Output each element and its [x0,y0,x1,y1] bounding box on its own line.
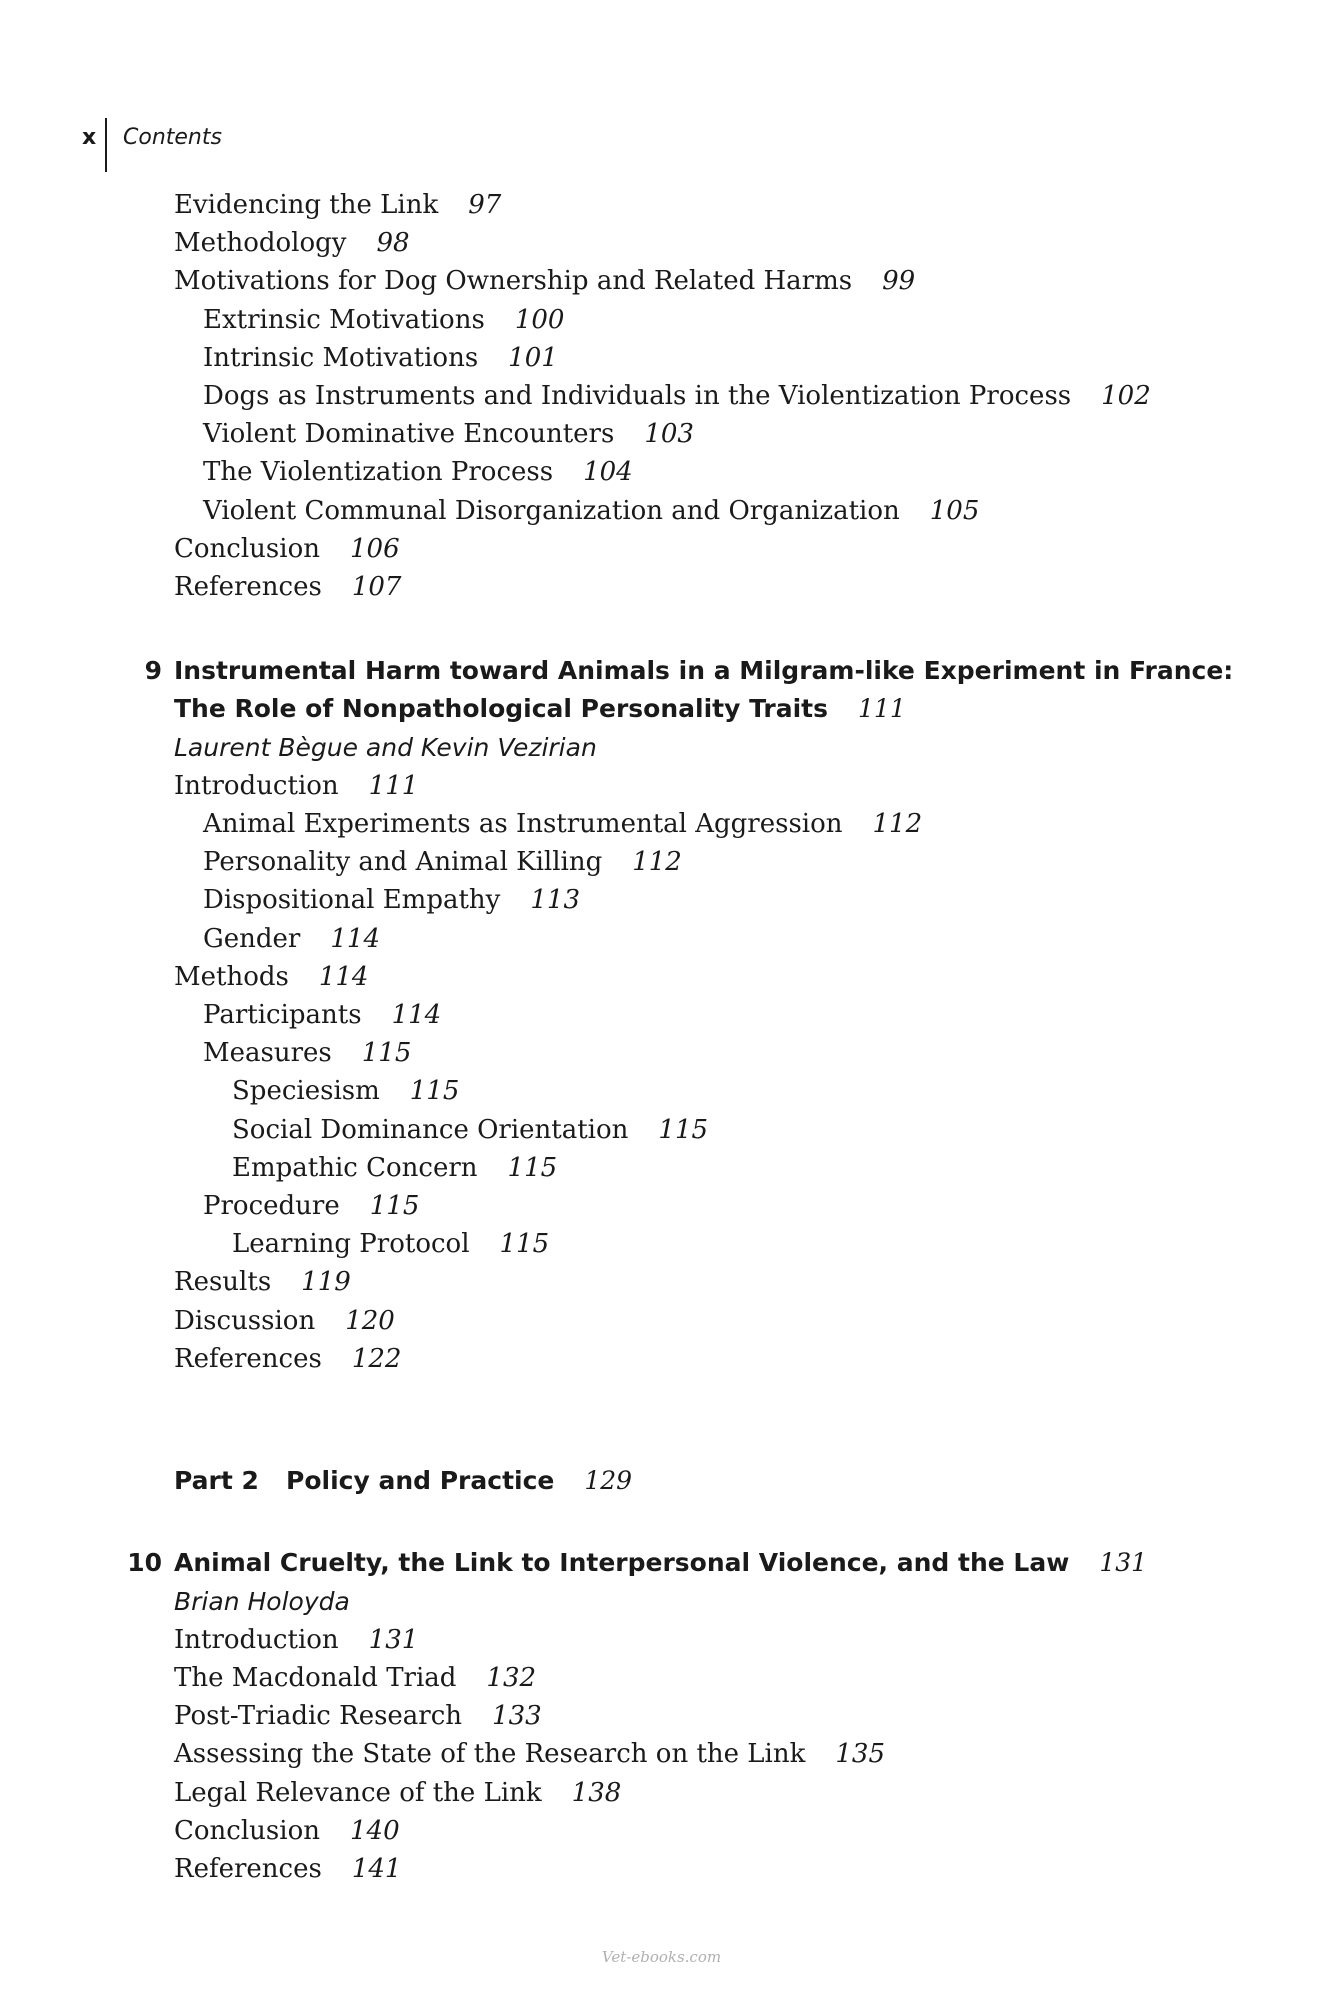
part-page: 129 [584,1466,633,1496]
entry-title: Conclusion [174,1815,320,1846]
entry-title: Methodology [174,228,347,259]
entry-page-number: 112 [872,809,923,840]
entry-page-number: 114 [330,923,381,954]
toc-entry[interactable] [174,996,1274,1034]
entry-page-number: 97 [468,190,502,220]
entry-title: Violent Dominative Encounters [203,419,615,450]
toc-entry[interactable] [174,377,1274,415]
toc-entry[interactable] [174,186,1274,224]
entry-title: References [174,1853,322,1884]
toc-entry[interactable] [174,1659,1274,1697]
toc-entry[interactable] [174,1340,1274,1378]
chapter-title: The Role of Nonpathological Personality Traits [174,694,829,724]
toc-entry[interactable] [174,301,1274,339]
chapter-authors: Laurent Bègue and Kevin Vezirian [174,732,597,762]
entry-title: Violent Communal Disorganization and Organization [203,495,900,526]
entry-page-number: 140 [349,1815,400,1846]
entry-page-number: 115 [409,1076,460,1107]
entry-page-number: 135 [835,1739,886,1770]
chapter-title: Animal Cruelty, the Link to Interpersonal Violence, and the Law [174,1548,1070,1578]
entry-page-number: 132 [486,1662,537,1693]
entry-page-number: 115 [369,1191,420,1222]
toc-entry[interactable] [174,958,1274,996]
toc-entry[interactable] [174,224,1274,262]
chapter-page: 111 [858,694,906,724]
entry-title: Personality and Animal Killing [203,847,603,878]
entry-title: The Macdonald Triad [174,1662,457,1693]
entry-title: Procedure [203,1191,340,1222]
entry-title: Dogs as Instruments and Individuals in the Violentization Process [203,381,1072,412]
toc-entry[interactable] [174,1072,1274,1110]
toc-entry[interactable] [174,1697,1274,1735]
toc-entry[interactable] [174,1187,1274,1225]
entry-page-number: 141 [351,1853,402,1884]
entry-page-number: 112 [632,847,682,878]
toc-entry[interactable] [174,453,1274,491]
chapter-heading[interactable] [144,652,1274,690]
entry-page-number: 106 [349,533,400,564]
entry-title: Introduction [174,770,339,801]
entry-title: Learning Protocol [232,1229,470,1260]
toc-entry[interactable] [174,568,1274,606]
entry-title: Gender [203,923,301,954]
toc-entry[interactable] [174,767,1274,805]
entry-page-number: 114 [318,961,369,992]
chapter8-continued-entries [174,186,1274,606]
entry-page-number: 99 [882,266,916,297]
entry-title: Introduction [174,1624,339,1655]
entry-title: Intrinsic Motivations [203,342,479,373]
entry-title: Social Dominance Orientation [232,1114,629,1145]
entry-title: Evidencing the Link [174,190,439,220]
entry-page-number: 133 [492,1701,542,1732]
entry-page-number: 102 [1101,381,1151,412]
toc-entry[interactable] [174,1034,1274,1072]
entry-page-number: 104 [583,457,633,488]
entry-title: Conclusion [174,533,320,564]
entry-page-number: 100 [514,304,565,335]
watermark-logo: Vet-ebooks.com [601,1948,722,1966]
entry-title: Motivations for Dog Ownership and Related Harms [174,266,853,297]
toc-entry[interactable] [174,1263,1274,1301]
toc-entry[interactable] [174,1812,1274,1850]
chapter-number: 10 [127,1548,162,1578]
entry-page-number: 114 [391,1000,442,1031]
toc-entry[interactable] [174,492,1274,530]
toc-entry[interactable] [174,415,1274,453]
entry-page-number: 105 [929,495,980,526]
part-heading[interactable] [174,1462,1274,1500]
entry-title: Empathic Concern [232,1152,478,1183]
chapter-heading[interactable] [127,1544,1274,1582]
chapter-authors: Brian Holoyda [174,1586,350,1616]
toc-entry[interactable] [174,1774,1274,1812]
entry-page-number: 98 [376,228,410,259]
page-number: x [82,125,97,150]
toc-entry[interactable] [174,881,1274,919]
toc-entry[interactable] [174,805,1274,843]
toc-entry[interactable] [174,1302,1274,1340]
toc-entry[interactable] [174,1149,1274,1187]
entry-page-number: 113 [530,885,581,916]
entry-page-number: 101 [508,342,558,373]
entry-title: Discussion [174,1305,316,1336]
chapter10-entries [174,1621,1274,1888]
entry-page-number: 131 [368,1624,419,1655]
toc-entry[interactable] [174,843,1274,881]
running-head-title: Contents [123,125,222,150]
chapter-title: Instrumental Harm toward Animals in a Milgram-like Experiment in France: [174,656,1234,686]
entry-title: References [174,572,322,603]
entry-page-number: 119 [301,1267,351,1298]
toc-entry[interactable] [174,1225,1274,1263]
chapter-heading-continued[interactable] [174,690,1274,728]
entry-title: Legal Relevance of the Link [174,1777,542,1808]
chapter-page: 131 [1099,1548,1148,1578]
entry-page-number: 103 [644,419,694,450]
entry-page-number: 120 [345,1305,395,1336]
toc-entry[interactable] [174,1735,1274,1773]
chapter9-entries [174,767,1274,1378]
entry-page-number: 115 [361,1038,412,1069]
entry-title: Dispositional Empathy [203,885,501,916]
entry-title: Participants [203,1000,362,1031]
entry-page-number: 107 [351,572,402,603]
table-of-contents [127,186,1274,1888]
toc-entry[interactable] [174,339,1274,377]
entry-title: Methods [174,961,289,992]
running-head [82,118,222,172]
entry-title: Speciesism [232,1076,380,1107]
toc-entry[interactable] [174,1621,1274,1659]
entry-page-number: 115 [507,1152,558,1183]
header-rule [105,118,107,172]
part-label: Part 2 [174,1466,259,1496]
part-title: Policy and Practice [286,1466,555,1496]
entry-page-number: 138 [571,1777,622,1808]
entry-title: Extrinsic Motivations [203,304,485,335]
entry-title: Post-Triadic Research [174,1701,463,1732]
toc-entry[interactable] [174,262,1274,300]
entry-page-number: 122 [351,1343,402,1374]
entry-title: Measures [203,1038,332,1069]
toc-entry[interactable] [174,1850,1274,1888]
entry-page-number: 115 [499,1229,550,1260]
entry-title: The Violentization Process [203,457,554,488]
chapter-number: 9 [144,656,162,686]
entry-title: Assessing the State of the Research on the Link [174,1739,806,1770]
entry-page-number: 115 [658,1114,709,1145]
toc-entry[interactable] [174,530,1274,568]
entry-title: Results [174,1267,272,1298]
entry-title: Animal Experiments as Instrumental Aggression [203,809,843,840]
toc-entry[interactable] [174,1111,1274,1149]
toc-entry[interactable] [174,920,1274,958]
entry-page-number: 111 [368,770,419,801]
entry-title: References [174,1343,322,1374]
